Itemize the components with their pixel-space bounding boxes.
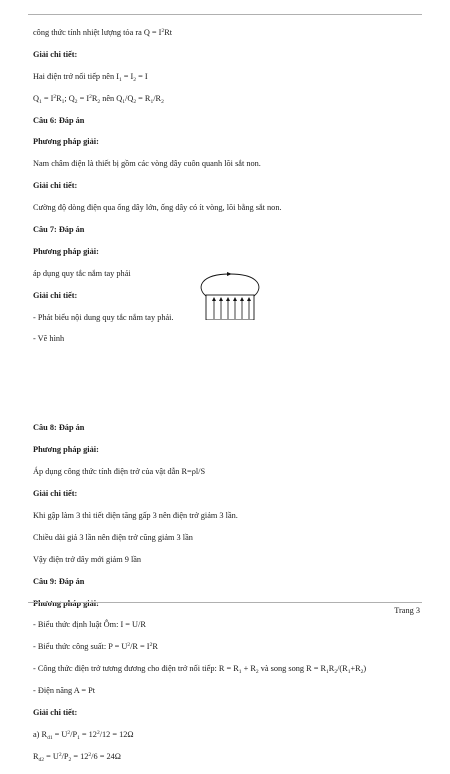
text: R (152, 642, 158, 652)
text: /12 = 12Ω (99, 729, 134, 739)
q5-solution-label: Giải chi tiết: (33, 49, 78, 59)
q8-line3: Vậy điện trở dây mới giảm 9 lần (33, 554, 142, 564)
q9-title: Câu 9: Đáp án (33, 576, 85, 586)
q9-energy: - Điện năng A = Pt (33, 686, 96, 696)
q6-solution: Cường độ dòng điện qua ống dây lớn, ống dây có ít vòng, lõi bằng sắt non. (33, 203, 282, 213)
q9-solution-label: Giải chi tiết: (33, 708, 78, 718)
q9-power: - Biểu thức công suất: $P = U^2/R = I^2R$ (33, 642, 158, 652)
field-arrow-head (227, 272, 232, 276)
text: nên Q (100, 93, 123, 103)
q6-method: Nam châm điện là thiết bị gồm các vòng dây cuôn quanh lõi sắt non. (33, 159, 261, 169)
text: = U (44, 751, 59, 761)
text: R (33, 751, 39, 761)
text: /R = I (130, 642, 150, 652)
q7-title: Câu 7: Đáp án (33, 225, 85, 235)
text: /P (61, 751, 69, 761)
text: Rt (164, 28, 173, 37)
page-number: Trang 3 (394, 606, 420, 615)
text: + R (241, 664, 256, 674)
q9-method-label: Phương pháp giải: (33, 598, 99, 608)
q5-series: Hai điện trở nối tiếp nên $I_1 = I_2 = I$ (33, 71, 148, 83)
q7-method: áp dụng quy tắc nắm tay phải (33, 268, 131, 278)
q8-line2: Chiều dài giả 3 lần nên điện trở cũng giảm 3 lần (33, 532, 193, 542)
text: - Công thức điện trở tương đương cho điện trở nối tiếp: R = R (33, 664, 239, 674)
text: /P (70, 729, 78, 739)
text: = 12 (71, 751, 89, 761)
text: và song song R = R (258, 664, 327, 674)
q5-ratio: $Q_1 = I^2R_1$; $Q_2 = I^2R_2$ nên $Q_1/Q_2 = R_1/R_2$ (33, 93, 164, 105)
header-rule (28, 14, 422, 15)
q6-solution-label: Giải chi tiết: (33, 181, 78, 191)
q8-line1: Khi gập làm 3 thì tiết diện tăng gấp 3 nên điện trở giảm 3 lần. (33, 511, 238, 521)
q6-method-label: Phương pháp giải: (33, 137, 99, 147)
q5-formula: công thức tính nhiệt lượng tỏa ra $Q = I^2Rt$ (33, 28, 173, 37)
q8-method-label: Phương pháp giải: (33, 445, 99, 455)
q8-method: Áp dụng công thức tính điện trở của vật dẫn R=ρl/S (33, 467, 206, 477)
text: /(R (337, 664, 348, 674)
solenoid-right-hand-rule-diagram (190, 270, 270, 320)
text: +R (350, 664, 361, 674)
text: - Biểu thức công suất: P = U (33, 642, 128, 652)
q8-title: Câu 8: Đáp án (33, 423, 85, 433)
page-content (33, 28, 423, 774)
text: /6 = 24Ω (91, 751, 121, 761)
q7-solution-label: Giải chi tiết: (33, 290, 78, 300)
q9-ohm: - Biểu thức định luật Ôm: I = U/R (33, 620, 146, 630)
q9-equivalent: - Công thức điện trở tương đương cho điện trở nối tiếp: $R = R_1 + R_2$ và song song $R = R_1R_2/(R_1+R_2)$ (33, 664, 367, 676)
text: = U (52, 729, 68, 739)
q8-solution-label: Giải chi tiết: (33, 489, 78, 499)
footer-rule (28, 602, 422, 603)
text: công thức tính nhiệt lượng tỏa ra Q = I (33, 28, 162, 37)
coil-turns (214, 300, 249, 319)
text: Hai điện trở nối tiếp nên I (33, 71, 119, 81)
q6-title: Câu 6: Đáp án (33, 115, 85, 125)
q7-step2: - Vẽ hình (33, 334, 65, 344)
field-line (201, 274, 259, 296)
coil-arrow-heads (212, 297, 251, 301)
text: R (328, 664, 335, 674)
q7-step1: - Phát biểu nội dung quy tắc nắm tay phải. (33, 312, 174, 322)
q9-answer-b: $R_{d2} = U^2/P_2 = 12^2/6 = 24\Omega$ (33, 751, 121, 763)
q9-answer-a: a) $R_{d1} = U^2/P_1 = 12^2/12 = 12\Omega$ (33, 729, 134, 741)
text: a) R (33, 729, 48, 739)
text: = 12 (79, 729, 97, 739)
q7-method-label: Phương pháp giải: (33, 246, 99, 256)
